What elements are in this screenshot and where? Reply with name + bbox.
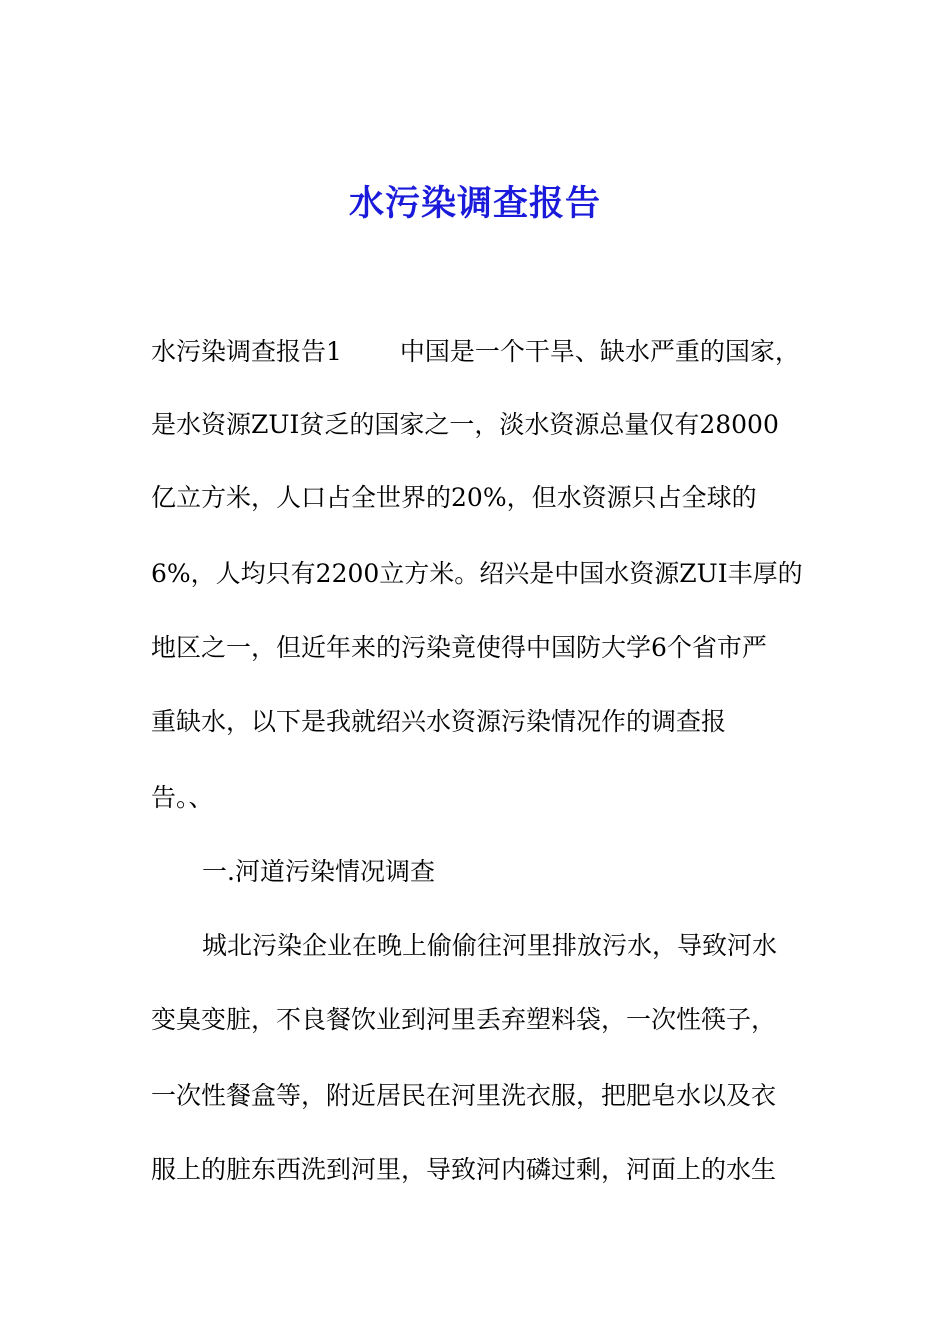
document-title: 水污染调查报告 xyxy=(348,183,601,224)
paragraph-line: 服上的脏东西洗到河里，导致河内磷过剩，河面上的水生 xyxy=(151,1155,777,1184)
paragraph-line: 重缺水，以下是我就绍兴水资源污染情况作的调查报 xyxy=(151,707,727,736)
paragraph-line: 是水资源ZUI贫乏的国家之一，淡水资源总量仅有28000 xyxy=(151,410,779,439)
paragraph-line: 变臭变脏，不良餐饮业到河里丢弃塑料袋，一次性筷子， xyxy=(151,1005,777,1034)
paragraph-line: 6%，人均只有2200立方米。绍兴是中国水资源ZUI丰厚的 xyxy=(151,559,803,588)
paragraph-line: 地区之一，但近年来的污染竟使得中国防大学6个省市严 xyxy=(151,633,767,662)
paragraph-line: 城北污染企业在晚上偷偷往河里排放污水，导致河水 xyxy=(202,931,778,960)
paragraph-line: 一次性餐盒等，附近居民在河里洗衣服，把肥皂水以及衣 xyxy=(151,1081,777,1110)
intro-heading: 水污染调查报告1 xyxy=(151,337,342,366)
section-heading: 一.河道污染情况调查 xyxy=(202,857,435,886)
paragraph-line: 告。、 xyxy=(151,783,214,812)
paragraph-text: 中国是一个干旱、缺水严重的国家， xyxy=(399,337,800,366)
paragraph-line: 亿立方米，人口占全世界的20%，但水资源只占全球的 xyxy=(151,483,757,512)
paragraph-line xyxy=(151,334,800,370)
